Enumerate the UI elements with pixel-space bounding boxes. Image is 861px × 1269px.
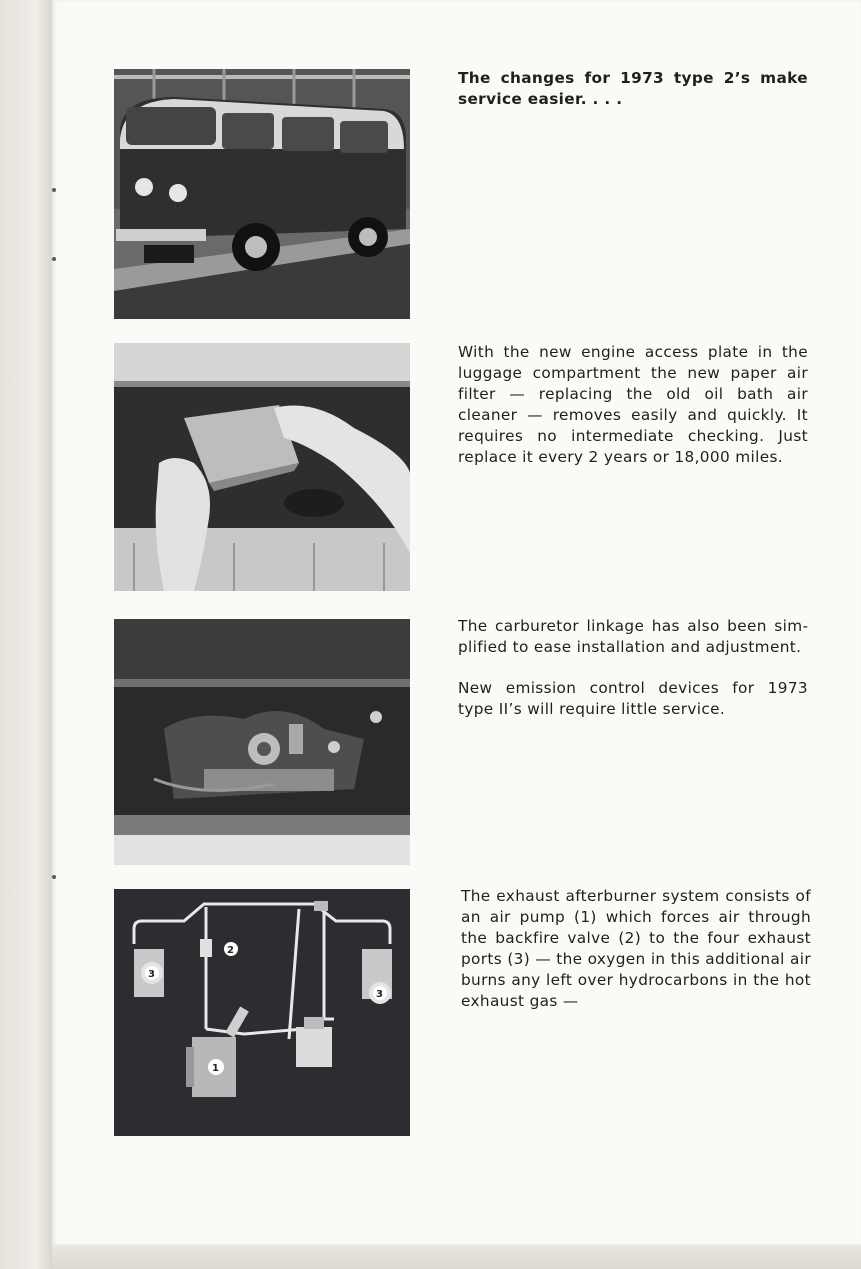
binding-hole: [52, 188, 56, 192]
binding-margin: [0, 0, 52, 1269]
afterburner-paragraph: The exhaust afterburner system consists of an air pump (1) which forces air through the backfire valve (2) to the four exhaust ports (3) — the oxygen in this additional air burns any left over hydrocarbons in the hot exhaust gas —: [461, 887, 811, 1010]
air-filter-paragraph: With the new engine access plate in the luggage compartment the new paper air filter — replacing the old oil bath air cleaner — removes easily and quickly. It requires no intermediate checking. Just replace it every 2 years or 18,000 miles.: [458, 343, 808, 466]
label-valve: 2: [227, 945, 234, 956]
air-filter-photo: [114, 343, 410, 591]
label-port-left: 3: [148, 969, 155, 980]
binding-hole: [52, 875, 56, 879]
carburetor-paragraph: The carburetor linkage has also been simplified to ease installation and adjustment.: [458, 617, 808, 656]
section-text-1: [458, 68, 808, 110]
intro-paragraph: The changes for 1973 type 2’s make service easier. . . .: [458, 69, 808, 108]
label-port-right: 3: [376, 989, 383, 1000]
vw-type2-bus-photo: [114, 69, 410, 319]
emission-paragraph: New emission control devices for 1973 type II’s will require little service.: [458, 679, 808, 718]
binding-hole: [52, 257, 56, 261]
carburetor-engine-photo: [114, 619, 410, 865]
label-pump: 1: [212, 1063, 219, 1074]
section-text-2: [458, 342, 808, 468]
page-bottom-edge: [52, 1245, 861, 1269]
afterburner-diagram: [114, 889, 410, 1136]
section-text-3: [458, 616, 808, 720]
section-text-4: [461, 886, 811, 1012]
